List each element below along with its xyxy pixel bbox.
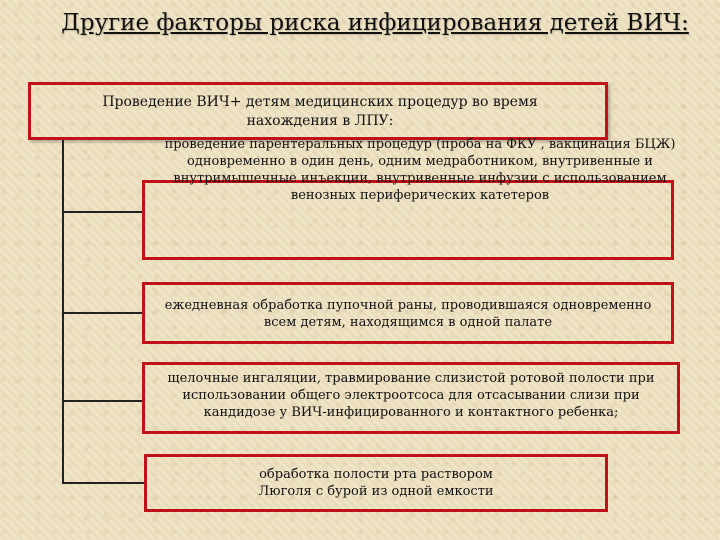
factor-line: ежедневная обработка пупочной раны, проводившаяся одновременно [164,298,652,313]
factor-line: проведение парентеральных процедур (проба на ФКУ , вакцинация БЦЖ) [164,137,676,152]
main-factor-line: Проведение ВИЧ+ детям медицинских процедур во время [102,94,538,110]
factor-text-parenteral [140,136,700,204]
factor-line: щелочные ингаляции, травмирование слизистой ротовой полости при [167,371,655,386]
factor-text-lugol [144,466,608,500]
factor-line: внутримышечные инъекции, внутривенные инфузии с использованием [173,171,667,186]
factor-text-umbilical [142,297,674,331]
factor-line: обработка полости рта раствором [259,467,493,482]
factor-line: использовании общего электроотсоса для отсасывании слизи при [182,388,640,403]
main-factor-line: нахождения в ЛПУ: [246,113,394,129]
connector-branch-1 [62,211,144,213]
main-factor-text [40,93,600,131]
factor-line: всем детям, находящимся в одной палате [263,315,553,330]
factor-line: Люголя с бурой из одной емкости [258,484,494,499]
factor-text-inhalation [142,370,680,421]
connector-branch-3 [62,400,144,402]
factor-line: одновременно в один день, одним медработником, внутривенные и [187,154,653,169]
connector-branch-2 [62,312,144,314]
factor-line: венозных периферических катетеров [290,188,550,203]
connector-branch-4 [62,482,144,484]
factor-line: кандидозе у ВИЧ-инфицированного и контактного ребенка; [203,405,619,420]
slide-title: Другие факторы риска инфицирования детей ВИЧ: [61,10,689,36]
